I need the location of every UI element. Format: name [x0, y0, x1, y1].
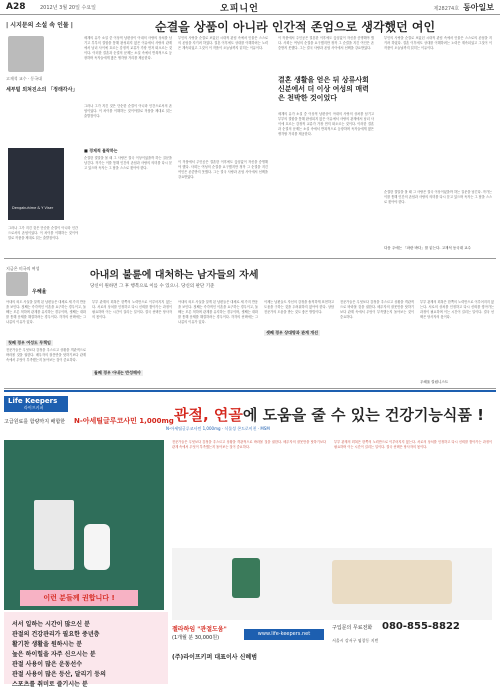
ad-logo-sub: 라이프키퍼 — [24, 405, 44, 410]
author-photo — [6, 272, 28, 296]
recommend-item: 관절의 건강관리가 필요한 중년층 — [12, 631, 100, 638]
article-body: 순결한 결말을 볼 때 그 사랑은 결국 이상이었을까 하는 질문을 남긴다. 작가는 이를 통해 인간의 존엄과 사랑의 의미를 다시 묻고 있으며 독자는 그 답을 스스로 찾아야 한다. — [384, 190, 492, 205]
article-body: 그러나 그가 지킨 것은 단순한 순결이 아니라 인간으로서의 존엄이었다. 이 차이를 이해하는 것이야말로 작품을 제대로 읽는 출발점이다. — [8, 226, 78, 241]
ingredient-item: MSM — [260, 426, 270, 431]
product-bottle-icon — [84, 524, 110, 570]
ad-product-name: 젤라하임 "관절도움" — [172, 626, 227, 633]
ingredient-item: 식물성 콘드로이친 — [224, 426, 257, 431]
recommend-item: 관절 사용이 많은 운동선수 — [12, 661, 83, 668]
issue-number: 제28274호 — [433, 6, 460, 12]
ad-recommend-list — [12, 620, 106, 690]
article-body: 이제는 남편들도 자신의 감정을 솔직하게 표현하고 도움을 구하는 것을 두려워하지 않아야 한다. 상담 전문가의 도움을 받는 것도 좋은 방법이다. — [264, 300, 334, 315]
article-body: 부부 관계의 회복은 한쪽의 노력만으로 이루어지지 않는다. 서로의 상처를 인정하고 다시 신뢰를 쌓아가는 과정이 필요하며 이는 시간이 걸리는 일이다. 결국 선택은 당사자의 몫이다. — [420, 300, 494, 320]
author-photo — [8, 36, 44, 72]
ad-logo-text: Life Keepers — [8, 397, 58, 405]
ad-ingredients: N-아세틸글루코사민 1,000mg · 식물성 콘드로이친 · MSM — [166, 426, 270, 431]
divider — [4, 258, 496, 259]
ingredient-item: N-아세틸글루코사민 1,000mg — [166, 426, 221, 431]
article-body: 순결한 결말을 볼 때 그 사랑은 결국 이상이었을까 하는 질문을 남긴다. 작가는 이를 통해 인간의 존엄과 사랑의 의미를 다시 묻고 있으며 독자는 그 답을 스스로 찾아야 한다. — [84, 156, 172, 171]
ad-body: 부부 관계의 회복은 한쪽의 노력만으로 이루어지지 않는다. 서로의 상처를 인정하고 다시 신뢰를 쌓아가는 과정이 필요하며 이는 시간이 걸리는 일이다. 결국 선택은 당사자의 몫이다. — [334, 440, 492, 450]
article-body: 아내의 외도 사실을 알게 된 남편들은 대체로 세 가지 반응을 보인다. 첫째는 즉각적인 이혼을 요구하는 경우이고, 둘째는 모른 척하며 관계를 유지하는 경우이며, 셋째는 대화를 통해 문제를 해결하려는 경우이다. 각각의 선택에는 그 나름의 이유가 있다. — [178, 300, 258, 325]
article-body: 이 작품에서 주인공은 결혼한 이후에도 끊임없이 자신을 증명해야 했다. 사회는 여성의 순결을 요구했지만 정작 그 순결을 지킨 여인은 존중받지 못했다. 그는 결국 사랑과 존엄 사이에서 선택을 강요받았다. — [278, 36, 374, 51]
article-body: 아내의 외도 사실을 알게 된 남편들은 대체로 세 가지 반응을 보인다. 첫째는 즉각적인 이혼을 요구하는 경우이고, 둘째는 모른 척하며 관계를 유지하는 경우이며, 셋째는 대화를 통해 문제를 해결하려는 경우이다. 각각의 선택에는 그 나름의 이유가 있다. — [6, 300, 86, 325]
article-body: 세계의 유가 소설 중 이상적 남편상이 아내의 사랑의 상처를 남기고 부부의 결합을 통해 완성되지 않은 이유에서 사랑의 관계에서 남녀 사이에 흐르는 감정적 교류가 가장 먼저 떠오르는 것이다. 이러한 결혼과 순결의 문제는 소설 속에서 반복적으로 등장하며 독자들에게 많은 생각할 거리를 제공한다. — [84, 36, 172, 61]
pull-quote: 결혼 생활을 얻은 뒤 상류사회 신분에서 더 이상 여성의 매력은 천박한 것이었다 — [278, 76, 369, 102]
issue-date: 2012년 3월 20일 수요일 — [40, 5, 97, 11]
book-title: Dengakuhime & Y Viser — [12, 206, 54, 210]
article-body: 부인의 사랑을 순결로 보았던 시대적 관념 속에서 인물은 스스로의 존엄을 지키려 하였다. 결혼 이후에도 상대를 이해하려는 노력은 계속되었고 그것이 이 작품이 오늘날까지 읽히는 이유이다. — [178, 36, 268, 51]
ad-phone-number[interactable]: 080-855-8822 — [382, 621, 460, 632]
ad-headline-b: 에 도움을 줄 수 있는 건강기능식품 ! — [242, 406, 484, 424]
ad-website-link[interactable]: www.life-keepers.net — [244, 629, 324, 640]
ad-recommend-title: 이런 분들께 권합니다 ! — [20, 590, 138, 606]
recommend-item: 높은 하이힐을 자주 신으시는 분 — [12, 651, 96, 658]
article-body: 전문가들은 무엇보다 감정을 추스르고 상황을 객관적으로 바라볼 것을 권한다. 배우자의 잘못만을 탓하기보다 관계 속에서 무엇이 부족했는지 돌아보는 것이 중요하다. — [6, 348, 86, 363]
product-box-icon — [34, 500, 74, 570]
section-title: 오피니언 — [220, 4, 259, 14]
ad-product-price: (1개월 분 30,000원) — [172, 635, 220, 641]
ad-product-line: N-아세틸글루코사민 1,000mg — [74, 417, 174, 425]
brand-name: 동아일보 — [463, 3, 494, 12]
article-body: 세계의 유가 소설 중 이상적 남편상이 아내의 사랑의 상처를 남기고 부부의 결합을 통해 완성되지 않은 이유에서 사랑의 관계에서 남녀 사이에 흐르는 감정적 교류가 가장 먼저 떠오르는 것이다. 이러한 결혼과 순결의 문제는 소설 속에서 반복적으로 등장하며 독자들에게 많은 생각할 거리를 제공한다. — [278, 112, 374, 137]
article-body: 부인의 사랑을 순결로 보았던 시대적 관념 속에서 인물은 스스로의 존엄을 지키려 하였다. 결혼 이후에도 상대를 이해하려는 노력은 계속되었고 그것이 이 작품이 오늘날까지 읽히는 이유이다. — [384, 36, 492, 51]
ad-product-photo — [4, 440, 164, 610]
article-subhead: 둘째 경우 아내는 반성해야 — [94, 370, 141, 375]
newspaper-brand — [434, 2, 495, 13]
product-package-icon — [332, 560, 452, 604]
article-body: 부부 관계의 회복은 한쪽의 노력만으로 이루어지지 않는다. 서로의 상처를 인정하고 다시 신뢰를 쌓아가는 과정이 필요하며 이는 시간이 걸리는 일이다. 결국 선택은 당사자의 몫이다. — [92, 300, 172, 320]
article-footer: 우혜율 칼럼니스트 — [420, 380, 449, 384]
ad-tagline: 고급원료를 함량까지 배합한 — [4, 419, 66, 425]
article-body: 전문가들은 무엇보다 감정을 추스르고 상황을 객관적으로 바라볼 것을 권한다. 배우자의 잘못만을 탓하기보다 관계 속에서 무엇이 부족했는지 돌아보는 것이 중요하다. — [340, 300, 414, 320]
recommend-item: 관절 사용이 많은 등산, 달리기 등의 — [12, 671, 106, 678]
author-byline: 고재석 교수 · 동국대 — [6, 76, 42, 81]
article-footer: 다음 주에는 「파란 바다」를 읽는다. 고재석 동국대 교수 — [384, 246, 471, 250]
article-subtitle: 당신이 원하면 그 후 행복으로 이를 수 있으니. 당신의 판단 기준 — [90, 284, 215, 289]
recommend-item: 스포츠를 취미로 즐기시는 분 — [12, 681, 88, 688]
ad-body: 전문가들은 무엇보다 감정을 추스르고 상황을 객관적으로 바라볼 것을 권한다. 배우자의 잘못만을 탓하기보다 관계 속에서 무엇이 부족했는지 돌아보는 것이 중요하다. — [172, 440, 326, 450]
article-subhead: 첫째 경우 여성도 무책임 — [8, 340, 51, 345]
article-title: 아내의 불륜에 대처하는 남자들의 자세 — [90, 270, 259, 281]
article-subhead: ■ 경제적 몰락하는 — [84, 148, 118, 153]
advertisement[interactable] — [4, 390, 496, 690]
page-number: A28 — [6, 2, 26, 12]
ad-logo — [4, 396, 68, 412]
article-body: 그러나 그가 지킨 것은 단순한 순결이 아니라 인간으로서의 존엄이었다. 이 차이를 이해하는 것이야말로 작품을 제대로 읽는 출발점이다. — [84, 104, 172, 119]
header-bar — [0, 0, 500, 15]
pill-box-icon — [232, 558, 260, 598]
ad-company-name: (주)라이프키퍼 대표이사 신혜범 — [172, 654, 258, 661]
column-label: 지금은 미국의 여성 — [6, 266, 40, 271]
ad-product-area — [172, 548, 492, 620]
ad-headline — [174, 404, 484, 425]
author-name: 우혜율 — [32, 289, 47, 295]
book-cover-image — [8, 148, 64, 220]
ad-phone-label: 구입문의 무료전화 — [332, 625, 373, 631]
side-title: 세부털 외쳐진소의 「정래각사」 — [6, 87, 78, 93]
recommend-item: 활기찬 생활을 원하시는 분 — [12, 641, 83, 648]
article-title: 순결을 상품이 아니라 인간적 존엄으로 생각했던 여인 — [155, 20, 436, 34]
ad-address: 서울시 강서구 염창동 지번 — [332, 638, 379, 643]
column-label: | 시지문의 소설 속 인물 | — [6, 22, 73, 29]
recommend-item: 서서 일하는 시간이 많으신 분 — [12, 621, 90, 628]
ad-headline-a: 관절, 연골 — [174, 406, 243, 424]
article-body: 이 작품에서 주인공은 결혼한 이후에도 끊임없이 자신을 증명해야 했다. 사회는 여성의 순결을 요구했지만 정작 그 순결을 지킨 여인은 존중받지 못했다. 그는 결국 사랑과 존엄 사이에서 선택을 강요받았다. — [178, 160, 268, 180]
divider — [4, 388, 496, 389]
article-subhead: 셋째 경우 상대방과 관계 개선 — [266, 330, 318, 335]
